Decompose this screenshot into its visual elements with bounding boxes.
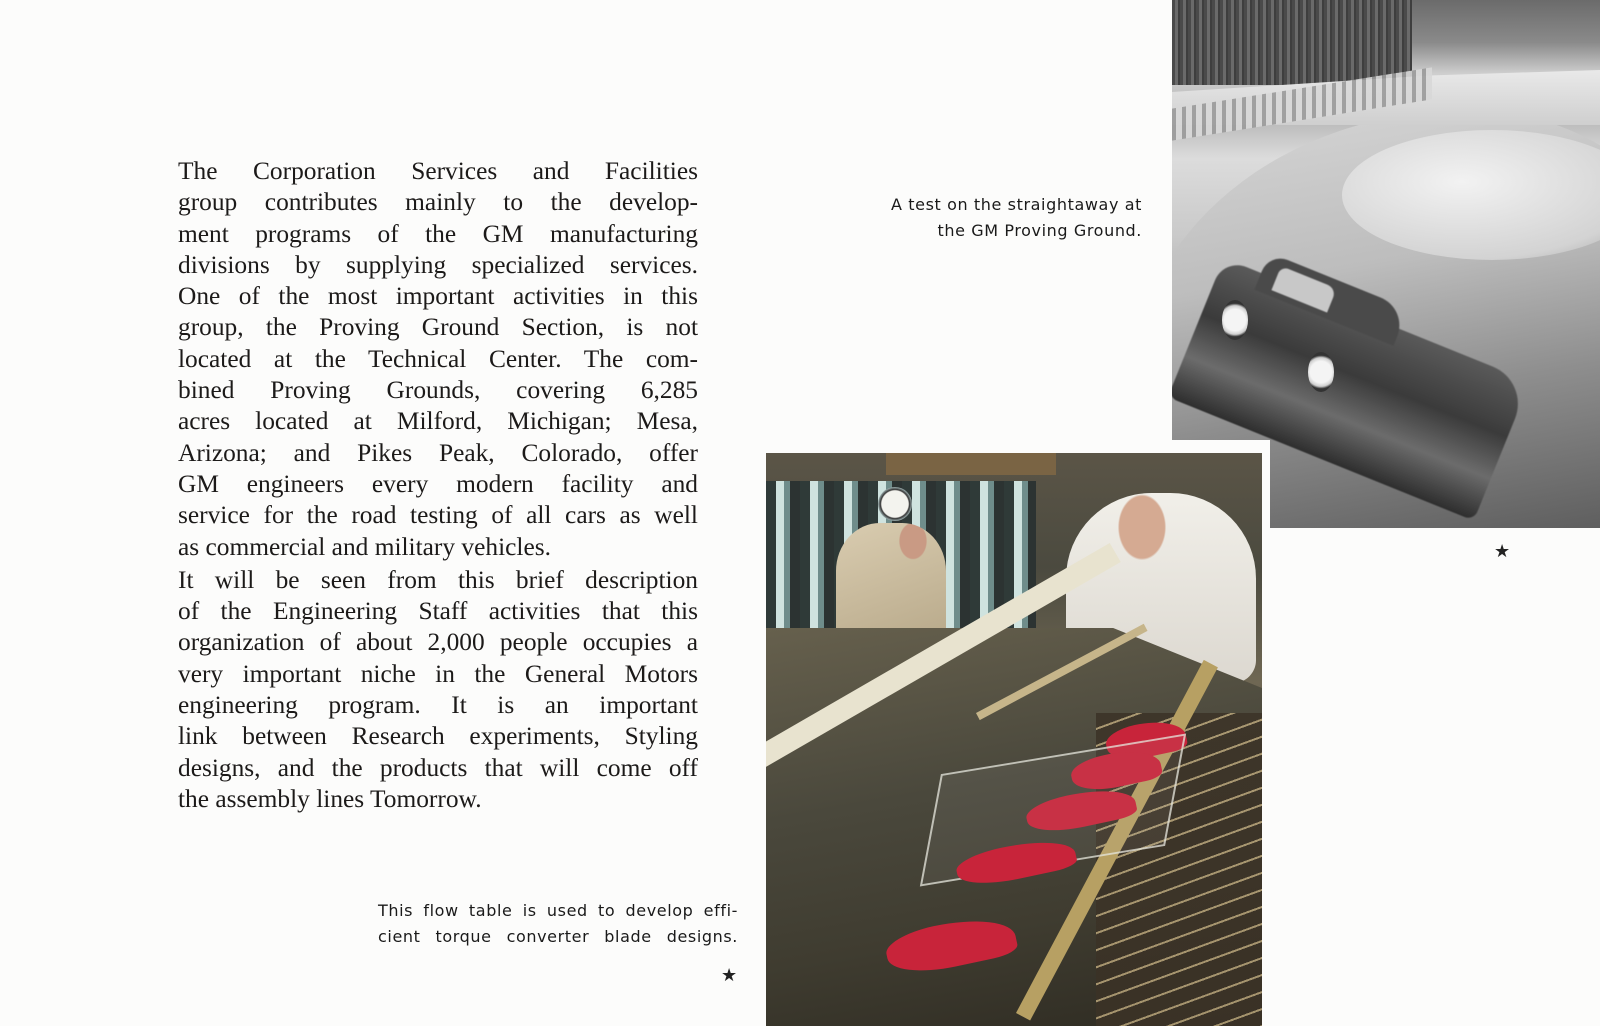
text-line: One of the most important activities in this xyxy=(178,282,698,311)
text-line: divisions by supplying specialized services. xyxy=(178,250,698,279)
text-line: Arizona; and Pikes Peak, Colorado, offer xyxy=(178,438,698,467)
text-line: group contributes mainly to the develop- xyxy=(178,188,698,217)
text-line: It will be seen from this brief description xyxy=(178,565,698,594)
car-wheel xyxy=(1308,352,1334,392)
text-line: GM engineers every modern facility and xyxy=(178,469,698,498)
ceiling-beam xyxy=(886,453,1056,475)
text-line: designs, and the products that will come off xyxy=(178,753,698,782)
article-body xyxy=(146,156,698,815)
caption-proving-ground xyxy=(862,192,1142,244)
text-line: as commercial and military vehicles. xyxy=(178,532,551,561)
car-wheel xyxy=(1222,300,1248,340)
text-line: of the Engineering Staff activities that this xyxy=(178,597,698,626)
caption-line: This flow table is used to develop effi- xyxy=(378,901,738,920)
text-line: service for the road testing of all cars as well xyxy=(178,501,698,530)
engineer-background xyxy=(836,523,946,643)
star-ornament-icon: ★ xyxy=(1494,541,1511,562)
tree-line xyxy=(1172,0,1412,85)
text-line: The Corporation Services and Facilities xyxy=(178,157,698,185)
text-line: bined Proving Grounds, covering 6,285 xyxy=(178,376,698,405)
star-ornament-icon: ★ xyxy=(721,965,738,986)
text-line: organization of about 2,000 people occupies a xyxy=(178,628,698,657)
text-line: located at the Technical Center. The com- xyxy=(178,344,698,373)
text-line: acres located at Milford, Michigan; Mesa, xyxy=(178,407,698,436)
paragraph-proving-grounds xyxy=(146,156,698,563)
flow-table-photo xyxy=(766,453,1262,1026)
text-line: engineering program. It is an important xyxy=(178,691,698,720)
text-line: very important niche in the General Motors xyxy=(178,659,698,688)
caption-flow-table xyxy=(378,898,738,950)
caption-line: A test on the straightaway at xyxy=(891,195,1142,214)
text-line: group, the Proving Ground Section, is not xyxy=(178,313,698,342)
text-line: link between Research experiments, Styling xyxy=(178,722,698,751)
text-line: ment programs of the GM manufacturing xyxy=(178,219,698,248)
caption-line: the GM Proving Ground. xyxy=(937,221,1142,240)
caption-line: cient torque converter blade designs. xyxy=(378,927,738,946)
gauge-icon xyxy=(878,487,912,521)
proving-ground-photo xyxy=(1172,0,1600,528)
paragraph-engineering-staff xyxy=(146,565,698,815)
text-line: the assembly lines Tomorrow. xyxy=(178,784,482,813)
